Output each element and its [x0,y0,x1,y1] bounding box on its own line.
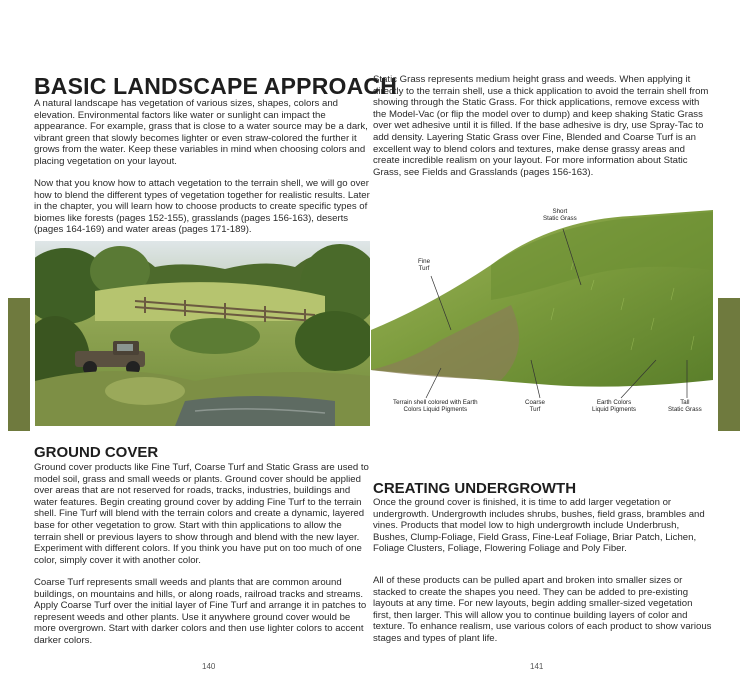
ground-cover-heading: GROUND COVER [34,444,159,461]
page-number-left: 140 [202,662,216,671]
right-edge-tab [718,298,740,431]
label-tall-static-grass: Tall Static Grass [668,399,702,413]
ground-cover-paragraph-2: Coarse Turf represents small weeds and plants that are common around buildings, on mountains and hills, or along roads, railroad tracks and streams. Apply Coarse Turf over the initial layer of Fine Turf and arrange it in patches to represent weeds and other plants. Use it anywhere ground cover would be more overgrown. Start with darker colors and then use lighter colors to accent darker colors. [34,577,367,646]
ground-cover-paragraph-1: Ground cover products like Fine Turf, Coarse Turf and Static Grass are used to model soil, grass and small weeds or plants. Ground cover should be applied over areas that are not reserved for roads, tracks, industries, buildings and water features. Begin creating ground cover by adding Fine Turf to the terrain shell. Fine Turf will blend with the terrain colors and create a dynamic, layered base for other vegetation to grow. Start with thin applications to allow the terrain shell or previous layers to show through and blend with the new layer. Experiment with different colors. If you think you have put on too much of one color, simply cover it with another color. [34,462,369,566]
landscape-photo [35,241,370,426]
undergrowth-paragraph-2: All of these products can be pulled apart and broken into smaller sizes or stacked to create the shapes you need. They can be added to pre-existing layouts at any time. For new layouts, begin adding smaller-sized vegetation first, then larger. This will allow you to continue building layers of color and texture. To enhance realism, use various colors of each product to show various stages and types of plant life. [373,575,712,644]
label-coarse-turf: Coarse Turf [525,399,545,413]
page-title: BASIC LANDSCAPE APPROACH [34,73,398,99]
label-leader-lines [371,210,713,410]
label-earth-colors: Earth Colors Liquid Pigments [592,399,637,413]
label-short-static-grass: Short Static Grass [543,208,577,222]
label-fine-turf: Fine Turf [418,258,431,272]
left-edge-tab [8,298,30,431]
page-number-right: 141 [530,662,544,671]
static-grass-paragraph: Static Grass represents medium height grass and weeds. When applying it directly to the terrain shell, use a thick application to avoid the terrain shell from showing through the Static Grass. For thick applications, remove excess with the Model-Vac (or flip the model over to dump) and keep shaking Static Grass over wet adhesive until it is filled. If the base adhesive is dry, use Spray-Tac to add density. Layering Static Grass over Fine, Blended and Coarse Turf is an excellent way to blend colors and textures, make dense grassy areas and create incredible realism on your layout. For more information about Static Grass, see Fields and Grasslands (pages 156-163). [373,74,709,178]
intro-paragraph-2: Now that you know how to attach vegetation to the terrain shell, we will go over how to blend the different types of vegetation together for realistic results. Later in the chapter, you will learn how to choose products to create specific types of biomes like forests (pages 152-155), grasslands (pages 156-163), deserts (pages 164-169) and water areas (pages 171-189). [34,178,370,236]
label-terrain-shell: Terrain shell colored with Earth Colors Liquid Pigments [393,399,478,413]
intro-paragraph-1: A natural landscape has vegetation of various sizes, shapes, colors and elevation. Environmental factors like water or sunlight can impact the appearance. For example, grass that is close to a water source may be a dark, vibrant green that slowly becomes lighter or even straw-colored the further it grows from the water. Keep these variables in mind when choosing colors and placing vegetation on your layout. [34,98,368,167]
undergrowth-heading: CREATING UNDERGROWTH [373,480,577,497]
undergrowth-paragraph-1: Once the ground cover is finished, it is time to add larger vegetation or undergrowth. Undergrowth includes shrubs, bushes, field grass, brambles and vines. Products that model low to high undergrowth include Underbrush, Bushes, Clump-Foliage, Field Grass, Fine-Leaf Foliage, Briar Patch, Lichen, Foliage Clusters, Foliage, Flowering Foliage and Poly Fiber. [373,497,705,555]
